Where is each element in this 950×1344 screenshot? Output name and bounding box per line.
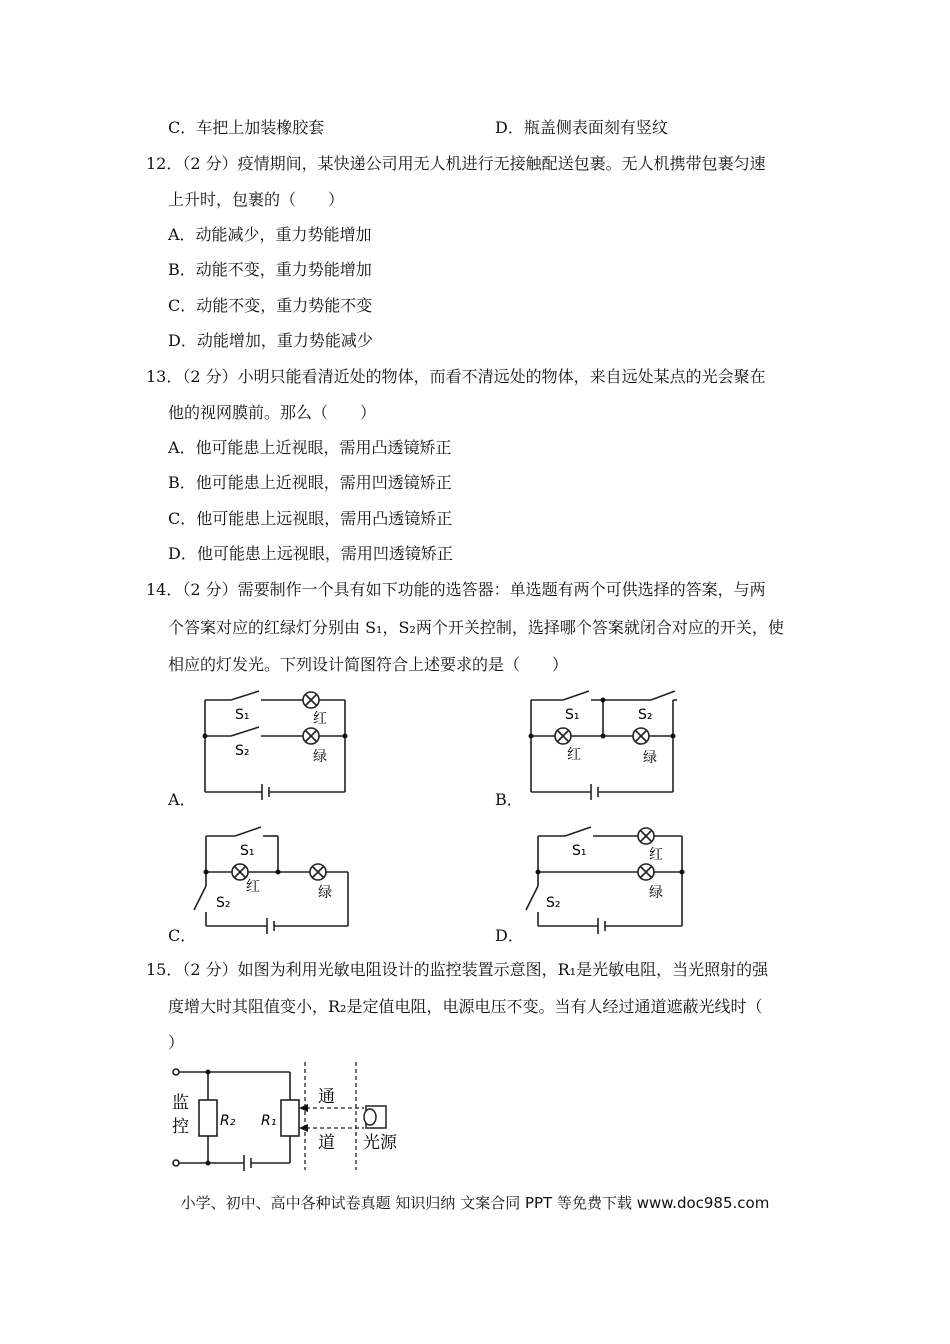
lamp-green-label: 绿 (643, 750, 657, 766)
q11-option-d: D．瓶盖侧表面刻有竖纹 (495, 118, 668, 137)
q12-option-a: A．动能减少，重力势能增加 (168, 225, 372, 244)
q12-option-c: C．动能不变，重力势能不变 (168, 296, 373, 315)
q15-stem-line1: 15．（2 分）如图为利用光敏电阻设计的监控装置示意图，R₁是光敏电阻，当光照射的强 (146, 960, 769, 979)
lamp-red-label: 红 (649, 847, 663, 863)
q13-option-d: D．他可能患上远视眼，需用凹透镜矫正 (168, 544, 453, 563)
monitor-circuit-diagram (168, 1062, 408, 1174)
switch-s1-label: S₁ (240, 843, 255, 859)
switch-s1-label: S₁ (572, 843, 587, 859)
lamp-green-label: 绿 (313, 749, 327, 765)
q11-option-c: C．车把上加装橡胶套 (168, 118, 325, 137)
q13-option-b: B．他可能患上近视眼，需用凹透镜矫正 (168, 473, 452, 492)
lamp-red-label: 红 (313, 711, 327, 727)
channel-label-bottom: 道 (318, 1133, 335, 1153)
q14-option-d-label: D． (495, 926, 524, 945)
q13-option-c: C．他可能患上远视眼，需用凸透镜矫正 (168, 509, 453, 528)
channel-label-top: 通 (318, 1087, 335, 1107)
lamp-green-label: 绿 (318, 885, 332, 901)
q14-stem-line1: 14．（2 分）需要制作一个具有如下功能的选答器：单选题有两个可供选择的答案，与两 (146, 580, 766, 599)
switch-s2-label: S₂ (638, 707, 653, 723)
circuit-b-diagram (523, 688, 683, 803)
q14-stem-line2: 个答案对应的红绿灯分别由 S₁，S₂两个开关控制，选择哪个答案就闭合对应的开关，使 (168, 618, 784, 637)
lamp-red-label: 红 (246, 879, 260, 895)
switch-s1-label: S₁ (235, 707, 250, 723)
circuit-a-diagram (195, 688, 355, 803)
r1-label: R₁ (261, 1113, 277, 1129)
lamp-red-label: 红 (567, 747, 581, 763)
r2-label: R₂ (220, 1113, 236, 1129)
lamp-green-label: 绿 (649, 885, 663, 901)
q12-option-b: B．动能不变，重力势能增加 (168, 260, 372, 279)
q12-stem-line1: 12．（2 分）疫情期间，某快递公司用无人机进行无接触配送包裹。无人机携带包裹匀速 (146, 154, 766, 173)
q14-option-b-label: B． (495, 790, 523, 809)
monitor-label-top: 监 (172, 1093, 189, 1113)
q13-stem-line1: 13．（2 分）小明只能看清近处的物体，而看不清远处的物体，来自远处某点的光会聚在 (146, 367, 766, 386)
circuit-d-diagram (520, 824, 690, 936)
q15-stem-line3: ） (168, 1033, 185, 1052)
switch-s2-label: S₂ (235, 743, 250, 759)
q13-option-a: A．他可能患上近视眼，需用凸透镜矫正 (168, 438, 452, 457)
q14-option-a-label: A． (168, 790, 196, 809)
q12-stem-line2: 上升时，包裹的（ ） (168, 190, 345, 209)
q12-option-d: D．动能增加，重力势能减少 (168, 331, 373, 350)
page-footer: 小学、初中、高中各种试卷真题 知识归纳 文案合同 PPT 等免费下载 www.doc985.com (180, 1194, 770, 1212)
circuit-c-diagram (190, 824, 355, 936)
q14-option-c-label: C． (168, 926, 197, 945)
switch-s2-label: S₂ (216, 895, 231, 911)
q13-stem-line2: 他的视网膜前。那么（ ） (168, 403, 377, 422)
monitor-label-bottom: 控 (172, 1117, 189, 1137)
q14-stem-line3: 相应的灯发光。下列设计简图符合上述要求的是（ ） (168, 655, 569, 674)
light-source-label: 光源 (363, 1133, 397, 1153)
q15-stem-line2: 度增大时其阻值变小，R₂是定值电阻，电源电压不变。当有人经过通道遮蔽光线时（ (168, 997, 763, 1016)
switch-s1-label: S₁ (565, 707, 580, 723)
switch-s2-label: S₂ (546, 895, 561, 911)
